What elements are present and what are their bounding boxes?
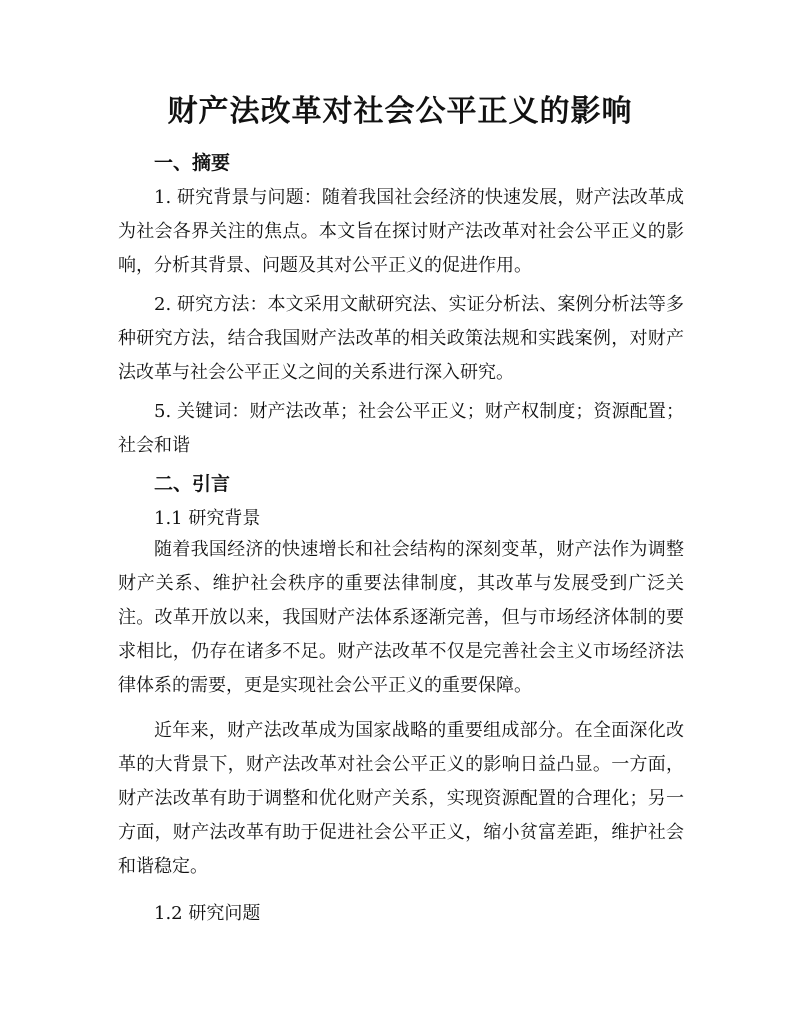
subsection-research-background: 1.1 研究背景 bbox=[154, 508, 261, 529]
subsection-research-questions: 1.2 研究问题 bbox=[154, 903, 261, 924]
document-title: 财产法改革对社会公平正义的影响 bbox=[167, 94, 633, 129]
intro-paragraph-2: 近年来，财产法改革成为国家战略的重要组成部分。在全面深化改革的大背景下，财产法改革对社会公平正义的影响日益凸显。一方面，财产法改革有助于调整和优化财产关系，实现资源配置的合理化；另一方面，财产法改革有助于促进社会公平正义，缩小贫富差距，维护社会和谐稳定。 bbox=[118, 720, 684, 877]
abstract-paragraph-keywords: 5. 关键词：财产法改革；社会公平正义；财产权制度；资源配置；社会和谐 bbox=[118, 401, 684, 456]
abstract-heading: 一、摘要 bbox=[154, 152, 231, 174]
intro-heading: 二、引言 bbox=[154, 473, 231, 495]
abstract-paragraph-methods: 2. 研究方法：本文采用文献研究法、实证分析法、案例分析法等多种研究方法，结合我国财产法改革的相关政策法规和实践案例，对财产法改革与社会公平正义之间的关系进行深入研究。 bbox=[118, 294, 684, 383]
abstract-paragraph-background: 1. 研究背景与问题：随着我国社会经济的快速发展，财产法改革成为社会各界关注的焦点。本文旨在探讨财产法改革对社会公平正义的影响，分析其背景、问题及其对公平正义的促进作用。 bbox=[118, 187, 684, 276]
intro-paragraph-1: 随着我国经济的快速增长和社会结构的深刻变革，财产法作为调整财产关系、维护社会秩序的重要法律制度，其改革与发展受到广泛关注。改革开放以来，我国财产法体系逐渐完善，但与市场经济体制的要求相比，仍存在诸多不足。财产法改革不仅是完善社会主义市场经济法律体系的需要，更是实现社会公平正义的重要保障。 bbox=[118, 539, 684, 696]
